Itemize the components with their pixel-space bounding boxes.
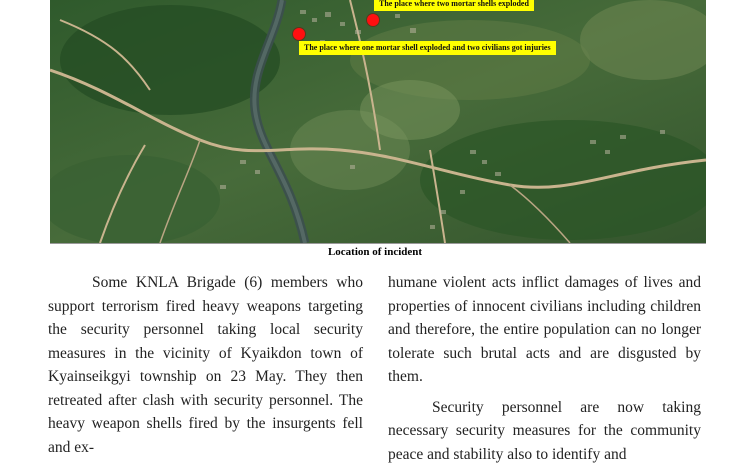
article-right-column <box>388 271 701 466</box>
article-left-column <box>48 271 363 459</box>
satellite-map-image <box>50 0 706 244</box>
callout-two-shells <box>374 0 534 11</box>
callout-one-shell <box>299 41 556 55</box>
article-paragraph: Security personnel are now taking necessary security measures for the community peace and stability also to identify and <box>388 396 701 466</box>
article-paragraph-continued: humane violent acts inflict damages of lives and properties of innocent civilians including children and therefore, the entire population can no longer tolerate such brutal acts and are disgusted by them. <box>388 271 701 389</box>
explosion-marker-one-shell <box>293 28 305 40</box>
callout-two-shells-text: The place where two mortar shells exploded <box>379 0 529 8</box>
article-paragraph: Some KNLA Brigade (6) members who support terrorism fired heavy weapons targeting the security personnel taking local security measures in the vicinity of Kyaikdon town of Kyainseikgyi township on 23 May. They then retreated after clash with security personnel. The heavy weapon shells fired by the insurgents fell and ex- <box>48 271 363 459</box>
callout-one-shell-text: The place where one mortar shell exploded and two civilians got injuries <box>304 43 551 52</box>
figure-caption: Location of incident <box>0 246 750 258</box>
map-terrain <box>50 0 706 243</box>
explosion-marker-two-shells <box>367 14 379 26</box>
